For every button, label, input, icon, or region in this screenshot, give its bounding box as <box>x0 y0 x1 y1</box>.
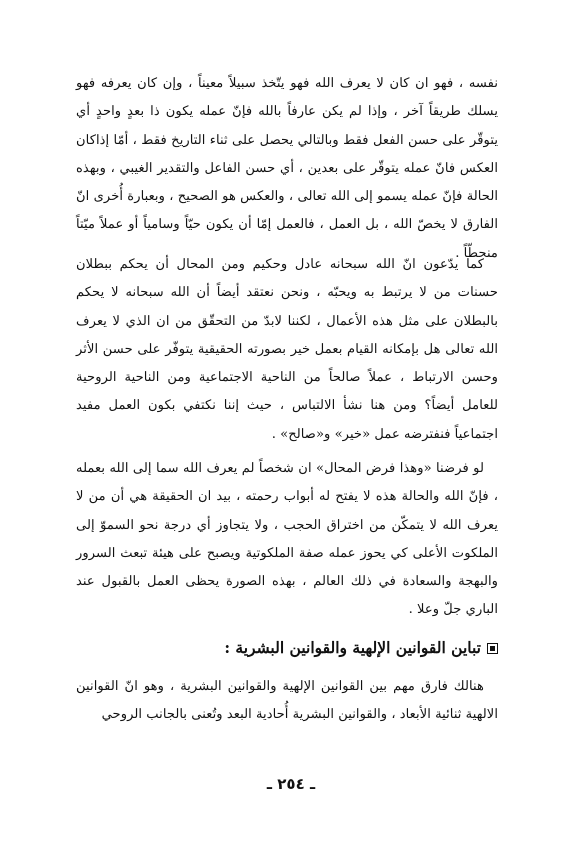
paragraph-4: هنالك فارق مهم بين القوانين الإلهية والقوانين البشرية ، وهو انّ القوانين الالهية ثنائية الأبعاد ، والقوانين البشرية أُحادية البعد وتُعنى بالجانب الروحي <box>76 679 498 723</box>
page-number: ـ ٢٥٤ ـ <box>266 775 316 793</box>
paragraph-3: لو فرضنا «وهذا فرض المحال» ان شخصاً لم يعرف الله سما إلى الله بعمله ، فإنّ الله والحالة هذه لا يفتح له أبواب رحمته ، بيد ان الحقيقة هي أن من لا يعرف الله لا يتمكّن من اختراق الحجب ، ولا يتجاوز أي درجة نحو السموّ إلى الملكوت الأعلى كي يحوز عمله صفة الملكوتية ويصبح على هيئة تبعث السرور والبهجة والسعادة في ذلك العالم ، بهذه الصورة يحظى العمل بالقبول عند الباري جلّ وعلا . <box>76 461 498 618</box>
document-page <box>76 70 498 790</box>
square-bullet-icon <box>487 643 498 654</box>
section-heading-text: تباين القوانين الإلهية والقوانين البشرية : <box>224 638 481 657</box>
paragraph-2: كما يدّعون انّ الله سبحانه عادل وحكيم ومن المحال أن يحكم ببطلان حسنات من لا يرتبط به ويحبّه ، ونحن نعتقد أيضاً أن الله سبحانه لا يحكم بالبطلان على مثل هذه الأعمال ، لكننا لابدّ من التحقّق من ان الذي لا يعرف الله تعالى هل بإمكانه القيام بعمل خير بصورته الحقيقية يتوفّر على حسن الأثر وحسن الارتباط ، عملاً صالحاً من الناحية الاجتماعية ومن الناحية الروحية للعامل أيضاً؟ ومن هنا نشأ الالتباس ، حيث إننا نكتفي بكون العمل مفيد اجتماعياً فنفترضه عمل «خير» و«صالح» . <box>76 257 498 442</box>
paragraph-1: نفسه ، فهو ان كان لا يعرف الله فهو يتّخذ سبيلاً معيناً ، وإن كان يعرفه فهو يسلك طريقاً آخر ، وإذا لم يكن عارفاً بالله فإنّ عمله يكون ذا بعدٍ واحدٍ أي يتوقّر على حسن الفعل فقط وبالتالي يحصل على ثناء التاريخ فقط ، أمّا إذاكان العكس فانّ عمله يتوقّر على بعدين ، أي حسن الفاعل والتقدير الغيبي ، وبهذه الحالة فإنّ عمله يسمو إلى الله تعالى ، والعكس هو الصحيح ، وبعبارة أُخرى انّ الفارق لا يخصّ الله ، بل العمل ، فالعمل إمّا أن يكون حيّاً وسامياً أو عملاً ميّتاً منحطّاً . <box>76 76 498 261</box>
section-heading <box>76 635 498 661</box>
